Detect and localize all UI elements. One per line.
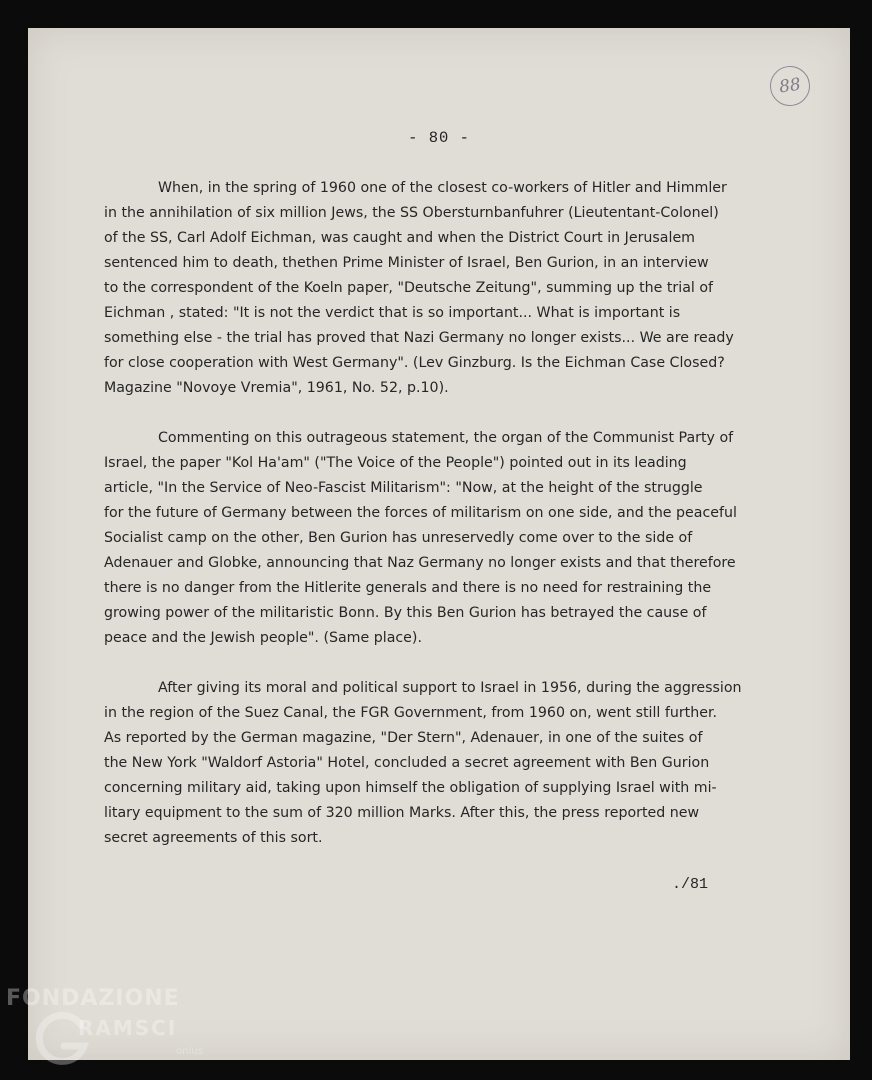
continuation-marker: ./81 xyxy=(672,876,709,893)
page-number: - 80 - xyxy=(408,129,470,147)
text-line: Adenauer and Globke, announcing that Naz Germany no longer exists and that therefore xyxy=(104,555,736,571)
archive-number-text: 88 xyxy=(777,74,803,98)
text-line: the New York "Waldorf Astoria" Hotel, concluded a secret agreement with Ben Gurion xyxy=(104,755,710,771)
text-line: in the region of the Suez Canal, the FGR Government, from 1960 on, went still further. xyxy=(104,705,717,721)
text-line: As reported by the German magazine, "Der Stern", Adenauer, in one of the suites of xyxy=(104,730,703,746)
text-line: sentenced him to death, thethen Prime Minister of Israel, Ben Gurion, in an interview xyxy=(104,255,709,271)
text-line: Magazine "Novoye Vremia", 1961, No. 52, p.10). xyxy=(104,380,449,396)
text-line: something else - the trial has proved that Nazi Germany no longer exists... We are ready xyxy=(104,330,734,346)
text-line: litary equipment to the sum of 320 million Marks. After this, the press reported new xyxy=(104,805,700,821)
text-line: When, in the spring of 1960 one of the closest co-workers of Hitler and Himmler xyxy=(158,180,727,196)
watermark-line-1: FONDAZIONE xyxy=(6,986,180,1011)
text-line: article, "In the Service of Neo-Fascist Militarism": "Now, at the height of the struggle xyxy=(104,480,703,496)
archive-number-annotation xyxy=(767,63,812,108)
text-line: growing power of the militaristic Bonn. By this Ben Gurion has betrayed the cause of xyxy=(104,605,707,621)
text-line: in the annihilation of six million Jews, the SS Obersturnbanfuhrer (Lieutentant-Colonel) xyxy=(104,205,719,221)
text-line: Commenting on this outrageous statement, the organ of the Communist Party of xyxy=(158,430,734,446)
text-line: to the correspondent of the Koeln paper, "Deutsche Zeitung", summing up the trial of xyxy=(104,280,714,296)
paragraph-eichman-trial xyxy=(104,176,824,401)
paragraph-kol-haam xyxy=(104,426,824,651)
text-line: for the future of Germany between the forces of militarism on one side, and the peaceful xyxy=(104,505,737,521)
text-line: After giving its moral and political support to Israel in 1956, during the aggression xyxy=(158,680,742,696)
text-line: secret agreements of this sort. xyxy=(104,830,323,846)
watermark-line-3: onlus xyxy=(176,1046,203,1057)
watermark-line-2: RAMSCI xyxy=(78,1016,178,1040)
typewritten-page xyxy=(28,28,850,1060)
text-line: for close cooperation with West Germany". (Lev Ginzburg. Is the Eichman Case Closed? xyxy=(104,355,725,371)
text-line: Israel, the paper "Kol Ha'am" ("The Voice of the People") pointed out in its leading xyxy=(104,455,687,471)
text-line: Socialist camp on the other, Ben Gurion has unreservedly come over to the side of xyxy=(104,530,693,546)
text-line: there is no danger from the Hitlerite generals and there is no need for restraining the xyxy=(104,580,712,596)
text-line: concerning military aid, taking upon himself the obligation of supplying Israel with mi- xyxy=(104,780,717,796)
fondazione-gramsci-watermark xyxy=(4,986,244,1080)
text-line: of the SS, Carl Adolf Eichman, was caught and when the District Court in Jerusalem xyxy=(104,230,695,246)
text-line: Eichman , stated: "It is not the verdict that is so important... What is important is xyxy=(104,305,681,321)
text-line: peace and the Jewish people". (Same place). xyxy=(104,630,422,646)
paragraph-military-aid xyxy=(104,676,824,851)
